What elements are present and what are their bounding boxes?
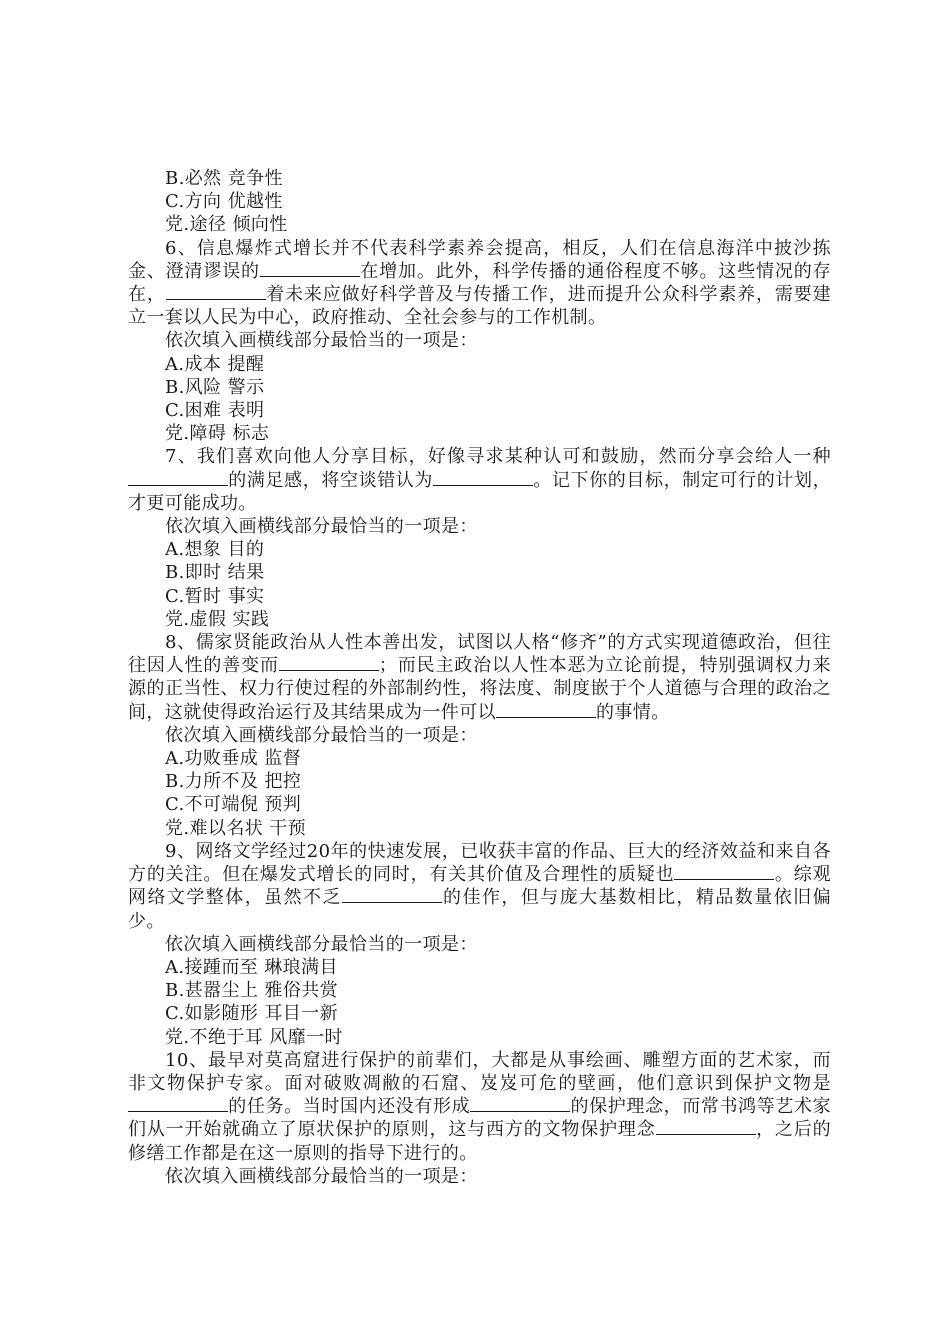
question-8: 8、儒家贤能政治从人性本善出发，试图以人格“修齐”的方式实现道德政治，但往往因人性的善变而 ；而民主政治以人性本恶为立论前提，特别强调权力来源的正当性、权力行使过程的外部制约性，将法度、制度嵌于个人道德与合理的政治之间，这就使得政治运行及其结果成为一件可以 的事情。 xyxy=(128,632,831,723)
option-b: B.风险 警示 xyxy=(165,376,265,398)
option-b: B.即时 结果 xyxy=(165,562,265,584)
question-10: 10、最早对莫高窟进行保护的前辈们，大都是从事绘画、雕塑方面的艺术家，而非文物保护专家。面对破败凋敝的石窟、岌岌可危的壁画，他们意识到保护文物是的任务。当时国内还没有形成 的保护理念，而常书鸿等艺术家们从一开始就确立了原状保护的原则，这与西方的文物保护理念 ，之后的修缮工作都是在这一原则的指导下进行的。 xyxy=(128,1049,831,1164)
fill-blank xyxy=(260,260,360,277)
option-a: A.想象 目的 xyxy=(165,539,265,561)
option-a: A.功败垂成 监督 xyxy=(165,748,302,770)
question-prompt: 依次填入画横线部分最恰当的一项是： xyxy=(165,330,478,352)
fill-blank xyxy=(656,1118,756,1135)
fill-blank xyxy=(128,469,228,486)
option-d: 党.不绝于耳 风靡一时 xyxy=(165,1026,343,1048)
question-prompt: 依次填入画横线部分最恰当的一项是： xyxy=(165,933,478,955)
fill-blank xyxy=(496,701,596,718)
option-a: A.接踵而至 琳琅满目 xyxy=(165,956,338,978)
option-b: B.必然 竞争性 xyxy=(165,168,283,189)
option-c: C.暂时 事实 xyxy=(165,585,265,607)
option-b: B.力所不及 把控 xyxy=(165,771,302,793)
document-page xyxy=(128,167,831,1188)
question-prompt: 依次填入画横线部分最恰当的一项是： xyxy=(165,724,478,746)
option-c: C.不可端倪 预判 xyxy=(165,794,302,816)
option-a: A.成本 提醒 xyxy=(165,353,265,375)
option-d: 党.难以名状 干预 xyxy=(165,817,307,839)
fill-blank xyxy=(166,283,266,300)
question-6: 6、信息爆炸式增长并不代表科学素养会提高，相反，人们在信息海洋中披沙拣金、澄清谬误的 在增加。此外，科学传播的通俗程度不够。这些情况的存在， 着未来应做好科学普及与传播工作，进而提升公众科学素养，需要建立一套以人民为中心，政府推动、全社会参与的工作机制。 xyxy=(128,237,831,329)
option-d: 党.途径 倾向性 xyxy=(165,214,288,236)
fill-blank xyxy=(128,1095,228,1112)
fill-blank xyxy=(470,1095,570,1112)
fill-blank xyxy=(342,886,442,903)
question-prompt: 依次填入画横线部分最恰当的一项是： xyxy=(165,516,478,538)
question-9: 9、网络文学经过20年的快速发展，已收获丰富的作品、巨大的经济效益和来自各方的关注。但在爆发式增长的同时，有关其价值及合理性的质疑也 。综观网络文学整体，虽然不乏 的佳作，但与庞大基数相比，精品数量依旧偏少。 xyxy=(128,840,831,932)
option-c: C.方向 优越性 xyxy=(165,191,283,213)
option-b: B.甚嚣尘上 雅俗共赏 xyxy=(165,980,339,1002)
option-d: 党.虚假 实践 xyxy=(165,608,270,630)
fill-blank xyxy=(279,654,379,671)
fill-blank xyxy=(674,863,774,880)
question-7: 7、我们喜欢向他人分享目标，好像寻求某种认可和鼓励，然而分享会给人一种的满足感，将空谈错认为 。记下你的目标，制定可行的计划，才更可能成功。 xyxy=(128,446,831,514)
option-c: C.如影随形 耳目一新 xyxy=(165,1003,338,1025)
option-c: C.困难 表明 xyxy=(165,400,265,422)
question-prompt: 依次填入画横线部分最恰当的一项是： xyxy=(165,1165,478,1187)
fill-blank xyxy=(433,469,533,486)
option-d: 党.障碍 标志 xyxy=(165,423,270,445)
